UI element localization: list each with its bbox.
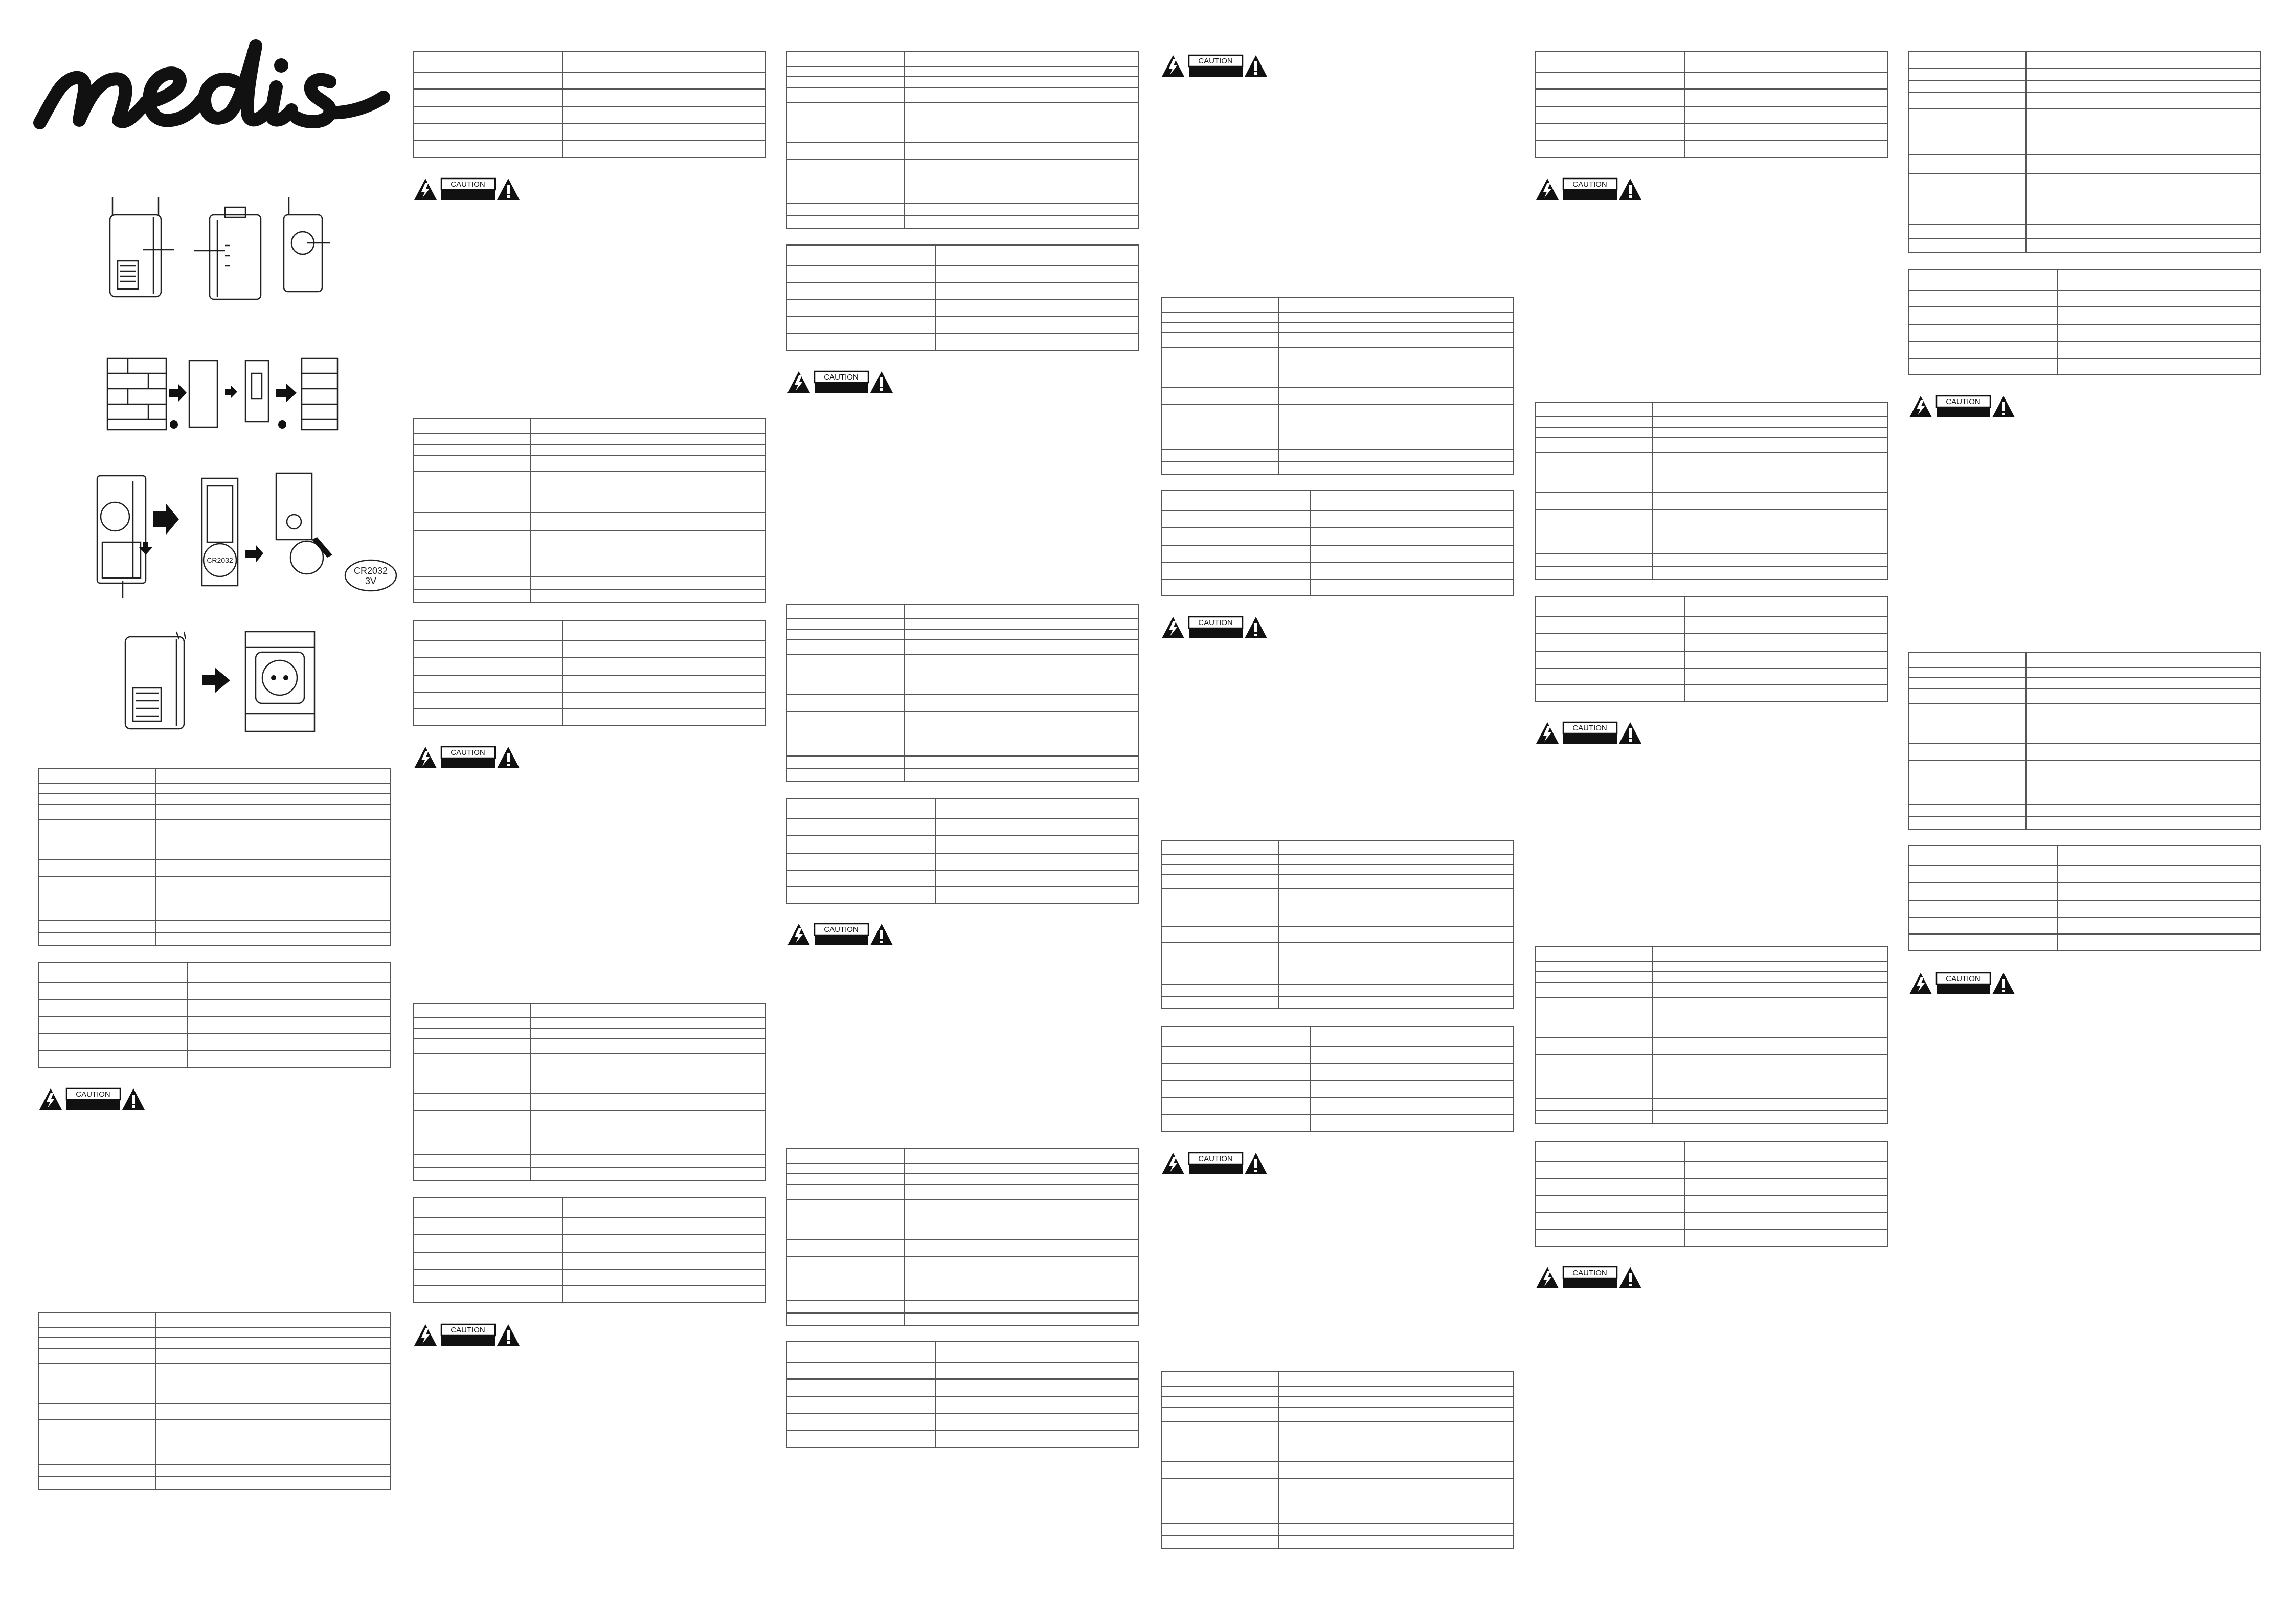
spec-table	[786, 1148, 1139, 1326]
spec-table	[38, 962, 391, 1068]
caution-warning-icon	[1908, 394, 2016, 418]
caution-label: CAUTION	[824, 925, 859, 934]
spec-table	[786, 1341, 1139, 1448]
spec-table	[786, 604, 1139, 782]
caution-warning-icon	[786, 369, 894, 394]
caution-warning-icon	[38, 1086, 146, 1111]
spec-table	[1535, 51, 1888, 158]
caution-warning-icon	[413, 176, 521, 201]
battery-label-small: CR2032	[207, 556, 233, 564]
spec-table	[38, 768, 391, 946]
spec-table	[1161, 1371, 1514, 1549]
spec-table	[1535, 596, 1888, 702]
figure-plug-in-receiver	[120, 627, 320, 737]
spec-table	[413, 1197, 766, 1303]
battery-label-line1: CR2032	[353, 566, 388, 576]
spec-table	[786, 51, 1139, 229]
caution-warning-icon	[1161, 1151, 1268, 1175]
caution-label: CAUTION	[451, 1326, 485, 1334]
spec-table	[413, 51, 766, 158]
caution-warning-icon	[1535, 176, 1642, 201]
caution-warning-icon	[786, 922, 894, 946]
caution-warning-icon	[413, 745, 521, 769]
figure-wall-mounting	[102, 353, 343, 437]
nedis-logo	[31, 26, 399, 143]
spec-table	[1908, 269, 2261, 375]
spec-table	[1535, 1141, 1888, 1247]
spec-table	[1535, 946, 1888, 1124]
caution-warning-icon	[1908, 971, 2016, 995]
caution-label: CAUTION	[1572, 180, 1607, 189]
spec-table	[1908, 845, 2261, 951]
caution-warning-icon	[1161, 615, 1268, 639]
caution-label: CAUTION	[451, 180, 485, 189]
battery-label-line2: 3V	[365, 576, 377, 586]
caution-warning-icon	[413, 1322, 521, 1347]
spec-table	[1161, 490, 1514, 596]
caution-label: CAUTION	[1572, 1269, 1607, 1277]
spec-table	[1908, 51, 2261, 253]
spec-table	[1161, 297, 1514, 475]
figure-battery-replacement	[92, 471, 399, 604]
caution-label: CAUTION	[1198, 618, 1233, 627]
spec-table	[38, 1312, 391, 1490]
spec-table	[1161, 840, 1514, 1009]
caution-warning-icon	[1535, 1265, 1642, 1289]
spec-table	[1908, 652, 2261, 830]
figure-devices	[102, 194, 332, 312]
caution-label: CAUTION	[76, 1090, 110, 1099]
spec-table	[1535, 402, 1888, 580]
spec-table	[413, 1003, 766, 1181]
spec-table	[786, 244, 1139, 351]
spec-table	[413, 620, 766, 726]
spec-table	[1161, 1026, 1514, 1132]
caution-label: CAUTION	[824, 373, 859, 382]
caution-label: CAUTION	[451, 748, 485, 757]
spec-table	[786, 798, 1139, 904]
caution-label: CAUTION	[1198, 57, 1233, 65]
spec-table	[413, 418, 766, 603]
caution-warning-icon	[1535, 720, 1642, 745]
caution-label: CAUTION	[1572, 724, 1607, 732]
caution-warning-icon	[1161, 53, 1268, 78]
caution-label: CAUTION	[1946, 397, 1980, 406]
caution-label: CAUTION	[1198, 1154, 1233, 1163]
caution-label: CAUTION	[1946, 974, 1980, 983]
